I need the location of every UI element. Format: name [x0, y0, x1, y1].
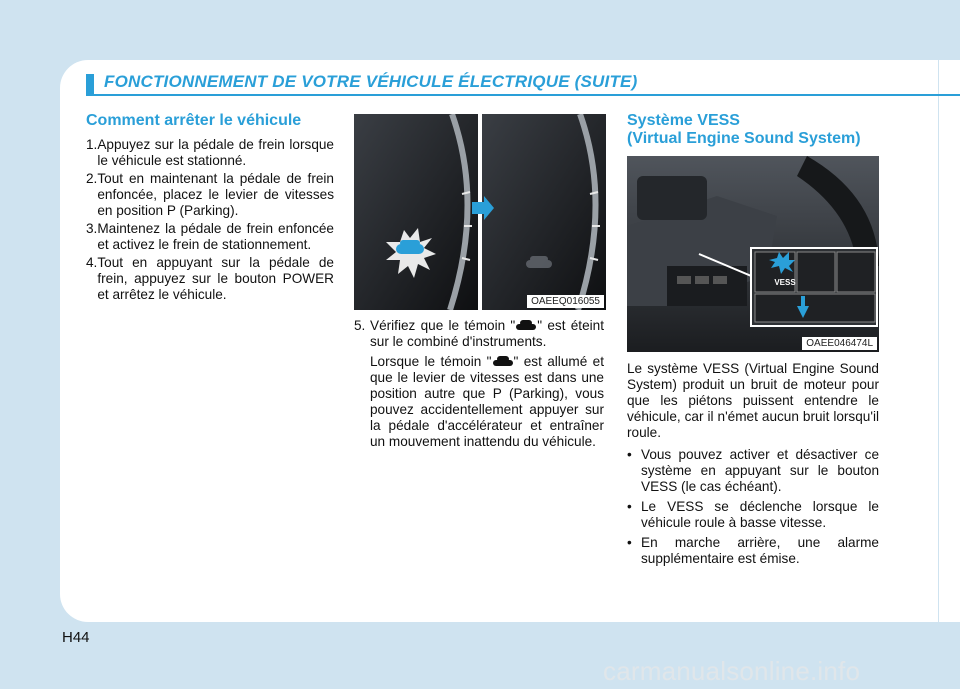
step5-text-before-icon: Vérifiez que le témoin "	[370, 318, 516, 333]
step-1	[86, 137, 334, 169]
figure-code: OAEEQ016055	[527, 295, 604, 308]
vess-button-figure	[627, 156, 879, 352]
bullet-dot: •	[627, 499, 632, 514]
step-number: 1.	[86, 137, 98, 152]
step-text: Tout en maintenant la pédale de frein enfoncée, placez le levier de vitesses en position P (Parking).	[97, 171, 334, 218]
figure-code: OAEE046474L	[802, 337, 877, 350]
bullet-dot: •	[627, 535, 632, 550]
note-text-before-icon: Lorsque le témoin "	[370, 354, 492, 369]
step-text: Appuyez sur la pédale de frein lorsque le véhicule est stationné.	[97, 137, 334, 168]
right-title-line2: (Virtual Engine Sound System)	[627, 130, 861, 147]
instrument-cluster-figure	[354, 114, 606, 310]
note-text-after-icon: " est allumé et que le levier de vitesses est dans une position autre que P (Parking), vous pouvez accidentellement appuyer sur la pédale d'accélérateur et entraîner un mouvement inattendu du véhicule.	[370, 354, 604, 449]
bullet-text: Vous pouvez activer et désactiver ce système en appuyant sur le bouton VESS (le cas échéant).	[641, 447, 879, 494]
bullet-item	[627, 499, 879, 531]
step-number: 4.	[86, 255, 98, 270]
right-section-title	[627, 112, 887, 148]
step5-text-after-icon: " est éteint sur le combiné d'instruments.	[370, 318, 604, 349]
left-steps-list	[86, 137, 334, 303]
step-number: 5.	[354, 318, 366, 333]
step-text: Maintenez la pédale de frein enfoncée et activez le frein de stationnement.	[97, 221, 334, 252]
right-divider	[938, 60, 939, 622]
dashboard-illustration	[627, 156, 879, 352]
step-text	[370, 318, 604, 350]
bullet-item	[627, 447, 879, 495]
step-5	[354, 318, 604, 350]
right-text	[627, 361, 879, 571]
page-number: H44	[62, 629, 90, 646]
bullet-text: En marche arrière, une alarme supplémentaire est émise.	[641, 535, 879, 566]
step-text: Tout en appuyant sur la pédale de frein, appuyez sur le bouton POWER et arrêtez le véhicule.	[97, 255, 334, 302]
bullet-dot: •	[627, 447, 632, 462]
header-underline	[86, 94, 960, 96]
section-header-title: FONCTIONNEMENT DE VOTRE VÉHICULE ÉLECTRIQUE (SUITE)	[104, 72, 638, 91]
step5-note	[354, 354, 604, 450]
vess-intro: Le système VESS (Virtual Engine Sound System) produit un bruit de moteur pour que les piétons puissent entendre le véhicule, car il n'émet aucun bruit lorsqu'il roule.	[627, 361, 879, 440]
step-number: 2.	[86, 171, 98, 186]
right-title-line1: Système VESS	[627, 112, 740, 129]
bullet-item	[627, 535, 879, 567]
step-2	[86, 171, 334, 219]
car-indicator-icon	[515, 318, 537, 332]
watermark[interactable]: carmanualsonline.info	[603, 656, 861, 686]
bullet-text: Le VESS se déclenche lorsque le véhicule roule à basse vitesse.	[641, 499, 879, 530]
step-3	[86, 221, 334, 253]
vess-button-label: VESS	[774, 278, 796, 287]
ready-indicator-icon-lit	[396, 240, 424, 254]
step-4	[86, 255, 334, 303]
middle-text	[354, 318, 604, 450]
car-indicator-icon	[492, 354, 514, 368]
left-section-title: Comment arrêter le véhicule	[86, 112, 302, 129]
step-number: 3.	[86, 221, 98, 236]
header-accent-bar	[86, 74, 94, 94]
cluster-illustration	[354, 114, 606, 310]
